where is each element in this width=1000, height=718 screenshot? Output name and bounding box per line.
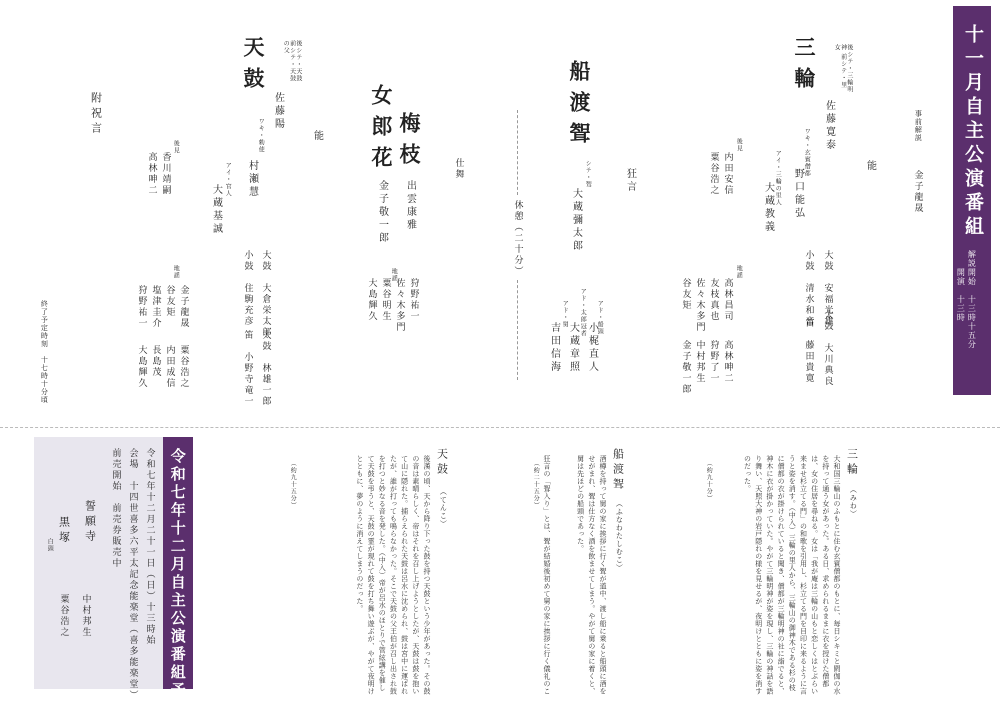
tenko-jiutai-4: 内田成信 [164, 345, 175, 389]
notice-play1: 誓願寺 [83, 500, 97, 545]
play-title-tenko: 天鼓 [241, 36, 267, 98]
tenko-fue: 笛 小野寺竜一 [242, 330, 253, 407]
miwa-jiutai-3: 友枝真也 [708, 278, 719, 322]
miwa-koken-2: 粟谷浩之 [708, 152, 719, 196]
shimai-label: 仕舞 [453, 158, 464, 180]
funa-ado3: 吉田信海 [548, 322, 560, 374]
tenko-ai: 大蔵基誠 [210, 184, 222, 236]
notice-play2-sub: 白頭 [46, 538, 54, 552]
notice-ticket: 前売開始 前売券販売中 [110, 448, 121, 569]
funa-ado1-role: アド・船頭 [596, 300, 604, 335]
miwa-taiko: 太鼓 大川典良 [822, 310, 833, 387]
break-divider-top [517, 110, 518, 195]
miwa-ai-role: アイ・三輪の里人 [774, 150, 782, 206]
tenko-jiutai-label: 地謡 [172, 265, 180, 279]
miwa-jiutai-4: 狩野了一 [708, 340, 719, 384]
miwa-kotsuzumi: 小鼓 清水和音 [803, 250, 814, 327]
pre-lecture-name: 金子龍晟 [912, 170, 923, 214]
tenko-jiutai-1: 金子龍晟 [178, 285, 189, 329]
start-time-open: 開演 十三時 [956, 268, 966, 322]
miwa-waki-role: ワキ・玄賓僧都 [803, 128, 811, 177]
desc-miwa-reading: （みわ） [849, 486, 858, 518]
funa-ado3-role: アド・舅 [561, 300, 569, 328]
notice-play1-actor: 中村邦生 [80, 594, 91, 638]
desc-funa-note: 狂言の「聟入り」とは、聟が結婚後初めて舅の家に挨拶に行く儀礼のこ [543, 455, 551, 695]
funa-ado1: 小梶直人 [586, 322, 598, 374]
noh-label-1: 能 [864, 160, 876, 173]
miwa-shite: 佐藤寛泰 [823, 100, 835, 152]
notice-play2-actor: 粟谷浩之 [58, 594, 69, 638]
shimai-title-ominaeshi: 女郎花 [369, 84, 395, 177]
miwa-shite-role: 後シテ・三輪明神 前シテ・里女 [833, 44, 853, 93]
end-time: 終了予定時刻 十七時十分頃 [40, 300, 49, 404]
tenko-waki: 村瀬慧 [246, 160, 258, 199]
miwa-ai: 大蔵教義 [762, 182, 774, 234]
tenko-jiutai-2: 粟谷浩之 [178, 345, 189, 389]
play-title-funa: 船渡聟 [567, 60, 593, 153]
shimai-jiutai-1: 狩野祐一 [408, 278, 419, 322]
tenko-koken-2: 高林呻二 [146, 152, 157, 196]
miwa-jiutai-6: 中村邦生 [694, 340, 705, 384]
miwa-waki: 野口能弘 [792, 168, 804, 220]
page-separator [0, 427, 1000, 428]
desc-tenko-reading: （てんこ） [439, 488, 448, 528]
miwa-otsuzumi: 大鼓 安福光雄 [822, 250, 833, 327]
tenko-koken-label: 後見 [172, 140, 180, 154]
tenko-jiutai-5: 塩津圭介 [150, 285, 161, 329]
tenko-jiutai-8: 大島輝久 [136, 345, 147, 389]
fushukugen-label: 附祝言 [89, 92, 103, 137]
tenko-shite: 佐藤陽 [272, 92, 284, 131]
shimai-ominaeshi-name: 金子敬一郎 [376, 180, 388, 245]
miwa-koken-1: 内田安信 [722, 152, 733, 196]
tenko-ai-role: アイ・官人 [224, 162, 232, 197]
tenko-otsuzumi: 大鼓 大倉栄太郎 [260, 250, 271, 338]
desc-miwa-time: （約九十分） [705, 460, 713, 502]
desc-funa-text: 酒樽を持って舅の家に挨拶に行く聟が道中、渡し船に乗ると船頭に酒をせがまれ、聟は仕方なく酒を飲ませてしまう。やがて舅の家に着くと、舅は先ほどの船頭であった。 [576, 455, 607, 695]
miwa-jiutai-8: 金子敬一郎 [680, 340, 691, 395]
funa-shite-role: シテ・聟 [584, 160, 592, 188]
shimai-jiutai-2: 佐々木多門 [394, 278, 405, 333]
shimai-jiutai-4: 大島輝久 [366, 278, 377, 322]
notice-play2: 黒塚 [57, 516, 71, 546]
banner-title: 十一月自主公演番組 [961, 24, 984, 240]
miwa-fue: 笛 藤田貴寛 [803, 318, 814, 384]
break-label: 休憩（二十分） [512, 200, 523, 277]
desc-miwa-text: 大和国三輪山のふもとに住む玄賓僧都のもとに、毎日シキミと閼伽の水を持って通う女があった。ある日、求められるままに衣を授けた僧都は、女の住居を尋ねる。女は「我が庵は三輪の山もと恋しくはとぶらい来ませ杉立てる門」の和歌を引用し、杉立てる門を目印に来るように言うと姿を消す。（中入）三輪の里人から、三輪山の御神木である杉の枝に僧都の衣が掛けられていると聞き、僧都が三輪明神の社に詣でると、神木に衣が掛かっていた。やがて三輪明神が姿を現し、三輪の神話を語り舞い、天照大神の岩戸隠れの様を見せるが、夜明けとともに姿を消すのだった。 [743, 455, 841, 695]
shimai-title-umegae: 梅枝 [397, 112, 423, 174]
miwa-jiutai-1: 高林昌司 [722, 278, 733, 322]
miwa-jiutai-5: 佐々木多門 [694, 278, 705, 333]
miwa-jiutai-2: 高林呻二 [722, 340, 733, 384]
start-time-explain: 解説開始 十三時十五分 [967, 250, 977, 349]
funa-ado2-role: アド・太郎冠者 [579, 288, 587, 337]
miwa-jiutai-7: 谷友矩 [680, 278, 691, 311]
desc-tenko-text: 後漢の頃、天から降り下った鼓を持つ天鼓という少年があった。その鼓の音は素晴らしく、帝はそれを召し上げようとしたが、天鼓は鼓を抱いて山に隠れた。捕らえられた天鼓は呂水に沈められ、鼓は宮中に運ばれたが、誰が打っても鳴らなかった。そこで天鼓の父王伯が召し出され鼓を打つと妙なる音を発した。（中入）帝が呂水のほとりで管絃講を催して天鼓を弔うと、天鼓の霊が現れて鼓を打ち舞い遊ぶが、やがて夜明けとともに、夢のように消えてしまうのだった。 [355, 455, 431, 695]
noh-label-2: 能 [311, 130, 323, 143]
shimai-jiutai-3: 粟谷明生 [380, 278, 391, 322]
tenko-jiutai-3: 谷友矩 [164, 285, 175, 318]
play-title-miwa: 三輪 [792, 36, 818, 98]
tenko-waki-role: ワキ・勅使 [257, 118, 265, 153]
desc-tenko-title: 天鼓 [435, 448, 449, 478]
desc-miwa-title: 三輪 [845, 448, 859, 478]
funa-shite: 大蔵彌太郎 [570, 188, 582, 253]
break-divider-bottom [517, 280, 518, 380]
tenko-shite-role: 後シテ・天鼓 前シテ・天鼓の父 [282, 40, 302, 82]
shimai-umegae-name: 出雲康雅 [404, 180, 416, 232]
tenko-koken-1: 香川靖嗣 [160, 152, 171, 196]
kyogen-label: 狂言 [624, 168, 636, 194]
miwa-jiutai-label: 地謡 [735, 265, 743, 279]
notice-title: 令和七年十二月自主公演番組予告 [168, 448, 187, 718]
tenko-jiutai-7: 狩野祐一 [136, 285, 147, 329]
notice-venue: 会場 十四世喜多六平太記念能楽堂（喜多能楽堂） [127, 448, 138, 701]
tenko-taiko: 太鼓 林雄一郎 [260, 330, 271, 407]
funa-ado2: 大蔵章照 [567, 322, 579, 374]
desc-funa-reading: （ふなわたしむこ） [615, 500, 624, 572]
desc-funa-time: （約二十五分） [532, 460, 540, 509]
desc-tenko-time: （約九十五分） [289, 460, 297, 509]
pre-lecture-label: 事前解説 [914, 110, 923, 142]
tenko-jiutai-6: 長島茂 [150, 345, 161, 378]
notice-date: 令和七年十二月二十一日（日）十三時始 [144, 448, 155, 646]
shimai-jiutai-label: 地謡 [390, 268, 398, 282]
desc-funa-title: 船渡聟 [611, 448, 625, 493]
miwa-koken-label: 後見 [735, 138, 743, 152]
tenko-kotsuzumi: 小鼓 住駒充彦 [242, 250, 253, 327]
